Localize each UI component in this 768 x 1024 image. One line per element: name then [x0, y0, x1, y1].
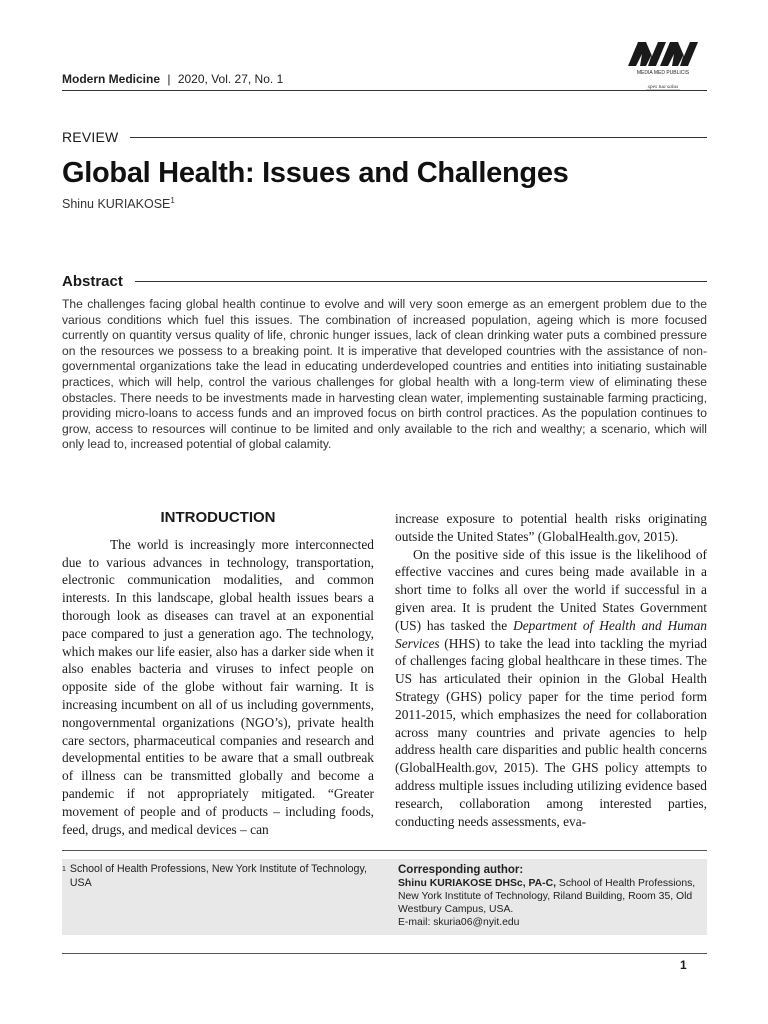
- footnote-divider: [62, 850, 707, 851]
- author-affiliation-marker: 1: [170, 196, 175, 205]
- body-column-right: [395, 510, 707, 830]
- article-author: [62, 196, 175, 211]
- corresponding-author-details: [398, 877, 703, 916]
- author-name: Shinu KURIAKOSE: [62, 197, 171, 212]
- abstract-heading-row: [62, 273, 707, 290]
- page-bottom-divider: [62, 953, 707, 954]
- corresponding-author-info: [398, 864, 703, 929]
- journal-issue: 2020, Vol. 27, No. 1: [177, 72, 284, 86]
- publisher-logo: [626, 38, 700, 92]
- abstract-body: The challenges facing global health continue to evolve and will very soon emerge as an emergent problem due to the various conditions which fuel this issues. The combination of increased population, ageing which is more focused currently on quantity versus quality of life, chronic hunger issues, lack of clean drinking water puts a combined pressure on the resources we possess to a breaking point. It is imperative that developed countries with the assistance of non-governmental organizations take the lead in educating underdeveloped countries and entities into initiating sustainable practices, which will help, control the various challenges for global health with a long-term view of eliminating these obstacles. There needs to be investments made in harvesting clean water, implementing sustainable farming practicing, providing micro-loans to access funds and an improved focus on birth control practices. As the population continues to grow, access to resources will continue to be limited and only available to the rich and wealthy; a scenario, which will only lead to, increased potential of global calamity.: [62, 297, 707, 452]
- body-column-left: [62, 509, 374, 838]
- corresponding-author-name: Shinu KURIAKOSE DHSc, PA-C,: [398, 878, 556, 889]
- abstract-rule: [135, 281, 707, 282]
- introduction-paragraph-1: The world is increasingly more interconnected due to various advances in technology, transportation, electronic communication modalities, and common interests. In this landscape, global health issues bears a thorough look as diseases can travel at an exponential pace compared to just a generation ago. The technology, which makes our life easier, also has a darker side when it also enables bacteria and viruses to infect people on opposite side of the globe without fair warning. It is increasing incumbent on all of us including governments, nongovernmental organizations (NGO’s), private health care sectors, pharmaceutical companies and research and developmental entities to be aware that a small outbreak of illness can be transmitted globally and become a pandemic if not appropriately mitigated. “Greater movement of people and of products – including foods, feed, drugs, and medical devices – can: [62, 536, 374, 837]
- corresponding-author-address: School of Health Professions, New York Institute of Technology, Riland Building, Room 35, Old Westbury Campus, USA.: [398, 878, 696, 915]
- article-type-row: [62, 129, 707, 145]
- paragraph-2-start: On the positive side of this issue is the likelihood of effective vaccines and cures being made available in a short time to folks all over the world if successful in a given area. It is prudent the United States Government (US) has tasked the: [395, 546, 707, 633]
- corresponding-author-title: Corresponding author:: [398, 864, 524, 876]
- article-type: REVIEW: [62, 129, 119, 145]
- article-type-rule: [130, 137, 707, 138]
- article-title: Global Health: Issues and Challenges: [62, 157, 569, 189]
- logo-publisher: MEDIA MED PUBLICIS: [636, 70, 690, 76]
- footnote-text: School of Health Professions, New York Institute of Technology, USA: [69, 863, 367, 889]
- hhs-department-name: Department of Health and Human Services: [395, 617, 707, 651]
- journal-separator: |: [167, 72, 171, 86]
- paragraph-2-end: (HHS) to take the lead into tackling the myriad of challenges facing global healthcare in these times. The US has articulated their opinion in the Global Health Strategy (GHS) policy paper for the time period form 2011-2015, which emphasizes the need for collaboration across many countries and private agencies to help address health care disparities and public health concerns (GlobalHealth.gov, 2015). The GHS policy attempts to address multiple issues including utilizing evidence based research, collaboration among interested parties, conducting needs assessments, eva-: [395, 635, 707, 829]
- introduction-heading: INTRODUCTION: [160, 509, 276, 526]
- journal-name: Modern Medicine: [62, 72, 161, 86]
- affiliation-footnote: [62, 863, 380, 890]
- corresponding-author-email: E-mail: skuria06@nyit.edu: [398, 917, 520, 928]
- abstract-heading: Abstract: [62, 273, 123, 290]
- introduction-paragraph-2: [395, 546, 707, 831]
- page-number: 1: [680, 958, 687, 972]
- header-divider: [62, 90, 707, 91]
- logo-tagline: spes tua salus: [647, 84, 679, 90]
- journal-header: [62, 72, 283, 86]
- introduction-paragraph-continued: increase exposure to potential health risks originating outside the United States” (GlobalHealth.gov, 2015).: [395, 511, 707, 544]
- footnote-marker: 1: [62, 866, 66, 873]
